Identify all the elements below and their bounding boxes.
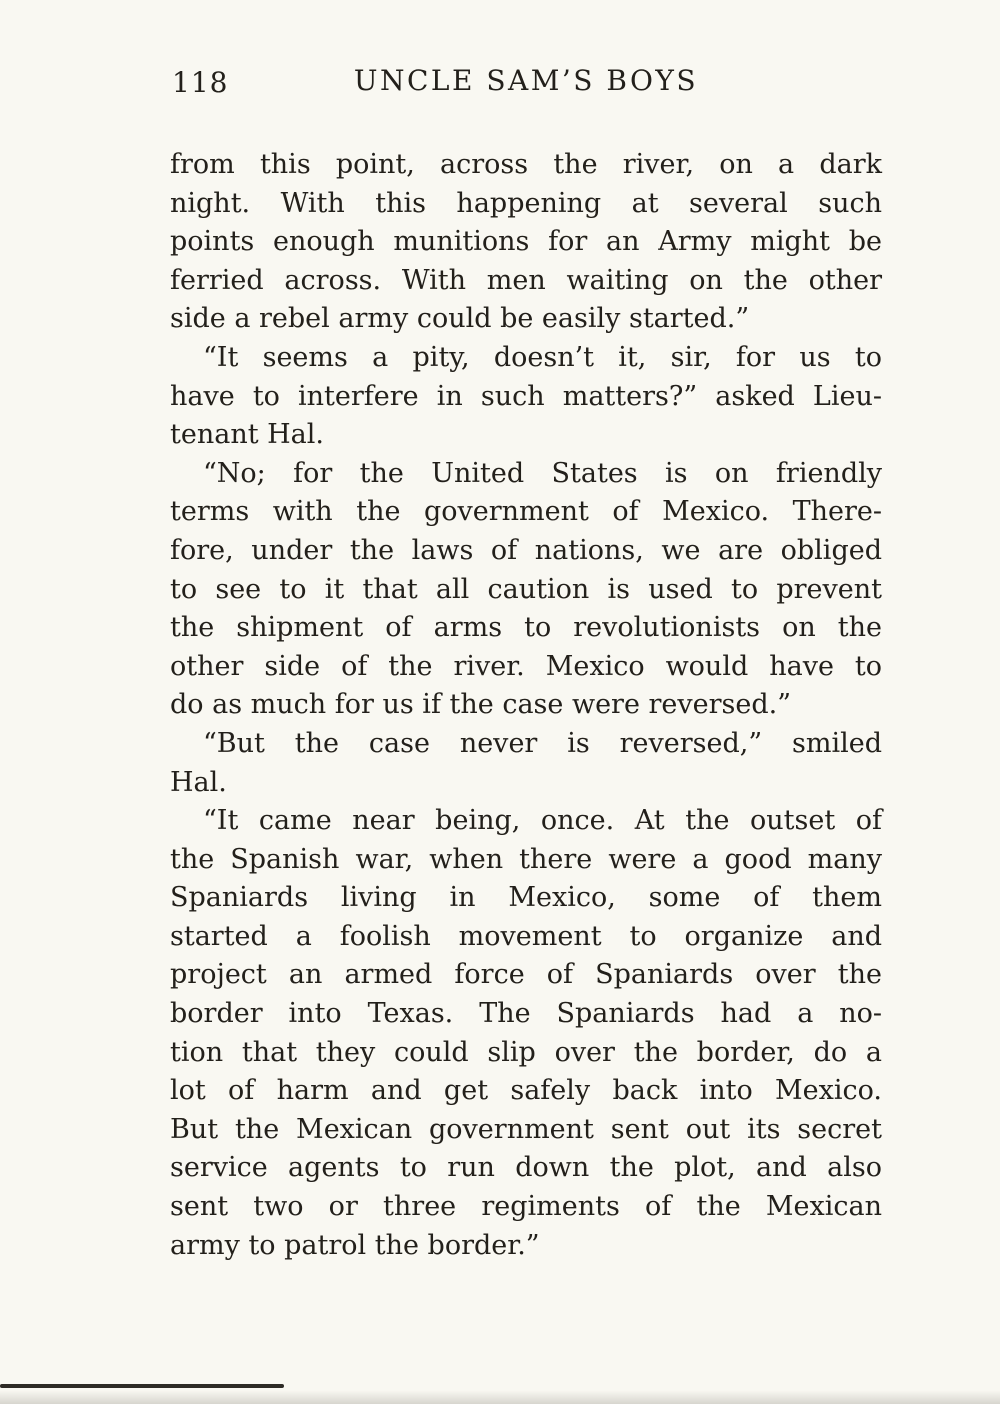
- text-line: points enough munitions for an Army might be: [170, 226, 882, 258]
- text-line: ferried across. With men waiting on the other: [170, 264, 882, 296]
- text-line: tion that they could slip over the border, do a: [170, 1036, 882, 1068]
- text-line: “It came near being, once. At the outset of: [203, 805, 882, 837]
- text-line: sent two or three regiments of the Mexican: [170, 1191, 882, 1223]
- text-line: border into Texas. The Spaniards had a no-: [170, 998, 882, 1030]
- text-line: “But the case never is reversed,” smiled: [203, 727, 882, 759]
- text-line: terms with the government of Mexico. There-: [170, 496, 882, 528]
- text-line: the shipment of arms to revolutionists on the: [170, 612, 882, 644]
- text-line: But the Mexican government sent out its secret: [170, 1113, 882, 1145]
- text-line: Spaniards living in Mexico, some of them: [170, 882, 882, 914]
- text-line: lot of harm and get safely back into Mexico.: [170, 1075, 882, 1107]
- page-number: 118: [172, 66, 229, 99]
- page-header: [170, 64, 882, 104]
- text-line: “It seems a pity, doesn’t it, sir, for us to: [203, 341, 882, 373]
- running-title: UNCLE SAM’S BOYS: [353, 64, 699, 97]
- text-line: tenant Hal.: [170, 419, 324, 451]
- text-line: have to interfere in such matters?” asked Lieu-: [170, 380, 882, 412]
- text-line: night. With this happening at several such: [170, 187, 882, 219]
- text-line: from this point, across the river, on a dark: [170, 149, 882, 180]
- text-line: do as much for us if the case were reversed.”: [170, 689, 792, 721]
- text-line: “No; for the United States is on friendly: [203, 457, 882, 489]
- scan-edge-shading: [0, 1390, 1000, 1404]
- text-line: project an armed force of Spaniards over the: [170, 959, 882, 991]
- text-line: started a foolish movement to organize and: [170, 920, 882, 952]
- page-body: [170, 146, 882, 1265]
- text-line: fore, under the laws of nations, we are obliged: [170, 534, 882, 566]
- text-line: Hal.: [170, 766, 227, 798]
- scan-artifact: [0, 1384, 284, 1388]
- text-line: to see to it that all caution is used to prevent: [170, 573, 882, 605]
- text-line: other side of the river. Mexico would have to: [170, 650, 882, 682]
- text-line: side a rebel army could be easily started.”: [170, 303, 750, 335]
- text-line: army to patrol the border.”: [170, 1229, 540, 1261]
- text-line: service agents to run down the plot, and also: [170, 1152, 882, 1184]
- text-line: the Spanish war, when there were a good many: [170, 843, 882, 875]
